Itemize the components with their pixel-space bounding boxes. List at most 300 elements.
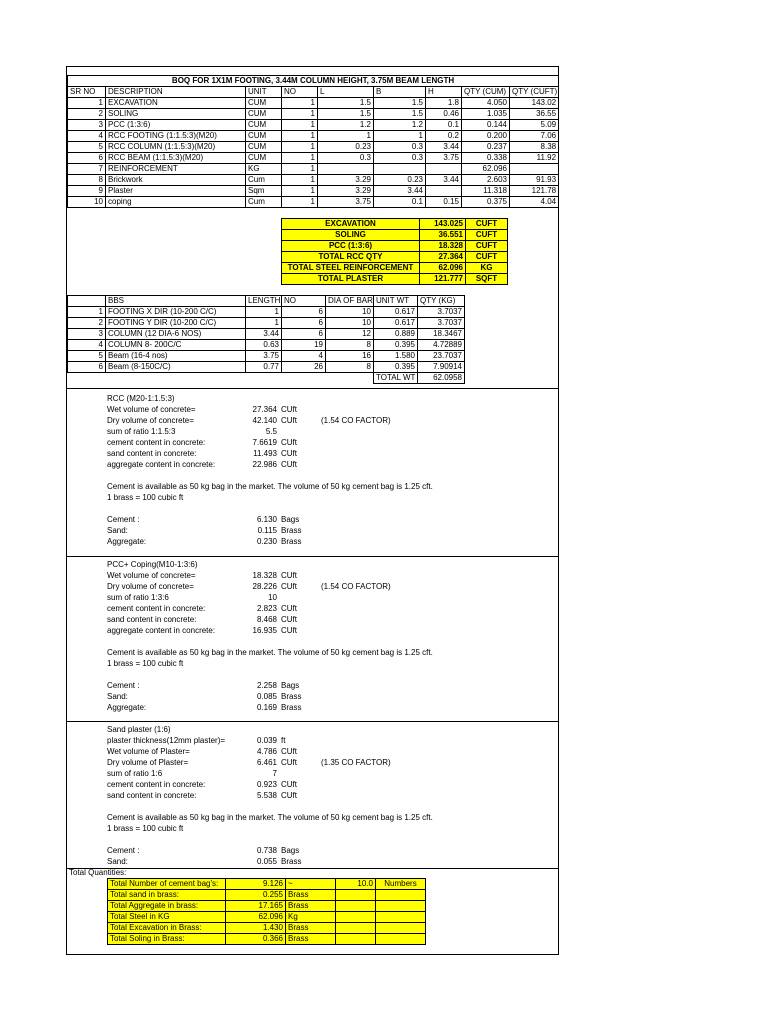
table-cell: [318, 164, 374, 175]
table-cell: 6: [68, 153, 106, 164]
table-cell: 62.096: [462, 164, 510, 175]
table-cell: 0.77: [246, 362, 282, 373]
totals-row: [108, 923, 426, 934]
bbs-row: [68, 340, 465, 351]
section-note: Cement is available as 50 kg bag in the market. The volume of 50 kg cement bag is 1.25 cft.: [107, 813, 433, 822]
table-cell: 1.5: [318, 98, 374, 109]
totals-row: [108, 934, 426, 945]
table-cell: Total Number of cement bag's:: [108, 879, 226, 890]
table-cell: 8: [326, 362, 374, 373]
table-cell: 0.200: [462, 131, 510, 142]
table-cell: 0.144: [462, 120, 510, 131]
calc-label: Wet volume of concrete=: [107, 571, 196, 580]
table-cell: 18.3467: [418, 329, 465, 340]
table-cell: 0.255: [226, 890, 286, 901]
table-cell: [376, 923, 426, 934]
table-cell: [426, 186, 462, 197]
table-cell: CUM: [246, 131, 282, 142]
table-cell: 1: [282, 197, 318, 208]
material-label: Aggregate:: [107, 537, 147, 546]
table-cell: FOOTING X DIR (10-200 C/C): [106, 307, 246, 318]
table-cell: 1: [318, 131, 374, 142]
material-value: 2.258: [256, 681, 277, 690]
calc-label: Dry volume of concrete=: [107, 582, 194, 591]
calc-unit: ft: [281, 736, 286, 745]
boq-row: [68, 164, 559, 175]
material-unit: Bags: [281, 681, 300, 690]
table-cell: 4: [68, 131, 106, 142]
section-note: 1 brass = 100 cubic ft: [107, 493, 184, 502]
table-cell: 1: [374, 131, 426, 142]
table-cell: 5.09: [510, 120, 559, 131]
table-cell: 121.78: [510, 186, 559, 197]
table-cell: 16: [326, 351, 374, 362]
material-label: Sand:: [107, 857, 128, 866]
table-cell: CUFT: [466, 219, 508, 230]
bbs-row: [68, 362, 465, 373]
table-cell: Total sand in brass:: [108, 890, 226, 901]
table-cell: 121.777: [420, 274, 466, 285]
summary-row: [282, 241, 508, 252]
calc-unit: CUft: [281, 438, 297, 447]
table-cell: 1: [246, 307, 282, 318]
section-note: 1 brass = 100 cubic ft: [107, 659, 184, 668]
table-cell: Brass: [286, 901, 336, 912]
col-header: DIA OF BAR: [326, 296, 374, 307]
material-unit: Bags: [281, 515, 300, 524]
calc-label: Dry volume of Plaster=: [107, 758, 189, 767]
calc-value: 6.461: [256, 758, 277, 767]
table-cell: 4.050: [462, 98, 510, 109]
totals-row: [108, 890, 426, 901]
material-value: 0.085: [256, 692, 277, 701]
table-cell: Total Aggregate in brass:: [108, 901, 226, 912]
col-header: L: [318, 87, 374, 98]
calc-label: sand content in concrete:: [107, 449, 197, 458]
calc-unit: CUft: [281, 416, 297, 425]
table-cell: 6: [282, 318, 326, 329]
boq-table: [67, 75, 559, 208]
table-cell: 3.75: [246, 351, 282, 362]
section-divider: [67, 388, 558, 389]
col-header: UNIT WT: [374, 296, 418, 307]
table-cell: EXCAVATION: [106, 98, 246, 109]
table-cell: 0.1: [426, 120, 462, 131]
table-cell: 91.93: [510, 175, 559, 186]
calc-label: cement content in concrete:: [107, 604, 206, 613]
table-cell: 8: [326, 340, 374, 351]
calc-value: 27.364: [252, 405, 277, 414]
table-cell: Brass: [286, 890, 336, 901]
calc-value: 18.328: [252, 571, 277, 580]
table-cell: Cum: [246, 197, 282, 208]
summary-row: [282, 263, 508, 274]
table-cell: 1.5: [374, 109, 426, 120]
calc-label: Dry volume of concrete=: [107, 416, 194, 425]
table-cell: [336, 923, 376, 934]
table-cell: [376, 901, 426, 912]
calc-label: cement content in concrete:: [107, 780, 206, 789]
table-cell: [336, 901, 376, 912]
calc-note: (1.54 CO FACTOR): [321, 416, 391, 425]
table-cell: 0.375: [462, 197, 510, 208]
col-header: DESCRIPTION: [106, 87, 246, 98]
table-cell: 9.126: [226, 879, 286, 890]
table-cell: 1: [246, 318, 282, 329]
calc-unit: CUft: [281, 582, 297, 591]
table-cell: 10: [326, 318, 374, 329]
table-cell: 1: [282, 98, 318, 109]
table-cell: 2: [68, 109, 106, 120]
table-cell: 1.580: [374, 351, 418, 362]
table-cell: KG: [466, 263, 508, 274]
calc-unit: CUft: [281, 405, 297, 414]
calc-unit: CUft: [281, 571, 297, 580]
calc-label: Wet volume of Plaster=: [107, 747, 190, 756]
table-cell: 19: [282, 340, 326, 351]
calc-label: plaster thickness(12mm plaster)=: [107, 736, 226, 745]
table-cell: REINFORCEMENT: [106, 164, 246, 175]
totals-row: [108, 901, 426, 912]
table-cell: 0.3: [374, 153, 426, 164]
boq-row: [68, 98, 559, 109]
table-cell: 1: [282, 131, 318, 142]
col-header: QTY (KG): [418, 296, 465, 307]
bbs-table: [67, 295, 465, 384]
col-header: B: [374, 87, 426, 98]
table-cell: 8.38: [510, 142, 559, 153]
material-value: 0.169: [256, 703, 277, 712]
table-cell: [336, 912, 376, 923]
table-cell: 17.165: [226, 901, 286, 912]
table-cell: 10.0: [336, 879, 376, 890]
table-cell: 0.237: [462, 142, 510, 153]
boq-sheet: [66, 66, 559, 955]
table-cell: 1.2: [318, 120, 374, 131]
table-cell: 62.096: [420, 263, 466, 274]
calc-unit: CUft: [281, 758, 297, 767]
boq-header-row: [68, 87, 559, 98]
calc-unit: CUft: [281, 780, 297, 789]
table-cell: [376, 934, 426, 945]
col-header: BBS: [106, 296, 246, 307]
calc-unit: CUft: [281, 460, 297, 469]
totals-row: [108, 879, 426, 890]
section-divider: [67, 868, 558, 869]
table-cell: 1.8: [426, 98, 462, 109]
boq-row: [68, 186, 559, 197]
table-cell: FOOTING Y DIR (10-200 C/C): [106, 318, 246, 329]
boq-row: [68, 131, 559, 142]
bbs-row: [68, 307, 465, 318]
col-header: NO: [282, 87, 318, 98]
boq-title: BOQ FOR 1X1M FOOTING, 3.44M COLUMN HEIGHT, 3.75M BEAM LENGTH: [68, 76, 559, 87]
table-cell: 1: [282, 186, 318, 197]
calc-label: sand content in concrete:: [107, 791, 197, 800]
table-cell: [336, 890, 376, 901]
table-cell: 3.44: [426, 142, 462, 153]
table-cell: 2.603: [462, 175, 510, 186]
section-divider: [67, 721, 558, 722]
table-cell: 7: [68, 164, 106, 175]
table-cell: 0.46: [426, 109, 462, 120]
table-cell: 0.2: [426, 131, 462, 142]
table-cell: COLUMN 8- 200C/C: [106, 340, 246, 351]
material-label: Cement :: [107, 515, 140, 524]
table-cell: 0.338: [462, 153, 510, 164]
table-cell: SOLING: [106, 109, 246, 120]
table-cell: 1: [68, 307, 106, 318]
bbs-total-label: TOTAL WT: [374, 373, 418, 384]
table-cell: 4.04: [510, 197, 559, 208]
table-cell: coping: [106, 197, 246, 208]
table-cell: 0.395: [374, 340, 418, 351]
material-unit: Brass: [281, 703, 302, 712]
totals-table: [107, 878, 426, 945]
table-cell: 36.55: [510, 109, 559, 120]
table-cell: COLUMN (12 DIA-6 NOS): [106, 329, 246, 340]
col-header: SR NO: [68, 87, 106, 98]
table-cell: 3.7037: [418, 307, 465, 318]
calc-label: sum of ratio 1:6: [107, 769, 163, 778]
material-unit: Brass: [281, 692, 302, 701]
table-cell: CUM: [246, 98, 282, 109]
table-cell: 7.06: [510, 131, 559, 142]
section-divider: [67, 556, 558, 557]
calc-value: 11.493: [253, 449, 277, 458]
table-cell: CUM: [246, 142, 282, 153]
material-value: 0.230: [256, 537, 277, 546]
table-cell: 1.5: [374, 98, 426, 109]
table-cell: Brass: [286, 934, 336, 945]
calc-label: cement content in concrete:: [107, 438, 206, 447]
calc-value: 10: [268, 593, 277, 602]
table-cell: RCC COLUMN (1:1.5:3)(M20): [106, 142, 246, 153]
calc-unit: CUft: [281, 626, 297, 635]
calc-label: aggregate content in concrete:: [107, 626, 216, 635]
calc-label: Wet volume of concrete=: [107, 405, 196, 414]
table-cell: [336, 934, 376, 945]
material-unit: Bags: [281, 846, 300, 855]
table-cell: 3.7037: [418, 318, 465, 329]
col-header: LENGTH: [246, 296, 282, 307]
boq-row: [68, 120, 559, 131]
table-cell: 0.366: [226, 934, 286, 945]
table-cell: 0.889: [374, 329, 418, 340]
table-cell: 1: [282, 142, 318, 153]
calc-note: (1.35 CO FACTOR): [321, 758, 391, 767]
calc-value: 2.823: [256, 604, 277, 613]
summary-row: [282, 252, 508, 263]
calc-value: 22.986: [252, 460, 277, 469]
table-cell: 27.364: [420, 252, 466, 263]
section-note: Cement is available as 50 kg bag in the market. The volume of 50 kg cement bag is 1.25 cft.: [107, 648, 433, 657]
table-cell: 4: [282, 351, 326, 362]
table-cell: 4.72889: [418, 340, 465, 351]
section-title: Sand plaster (1:6): [107, 725, 171, 734]
material-value: 0.738: [256, 846, 277, 855]
table-cell: Total Steel in KG: [108, 912, 226, 923]
calc-unit: CUft: [281, 604, 297, 613]
calc-value: 0.039: [256, 736, 277, 745]
col-header: UNIT: [246, 87, 282, 98]
calc-value: 5.5: [265, 427, 277, 436]
table-cell: 8: [68, 175, 106, 186]
section-title: PCC+ Coping(M10-1:3:6): [107, 560, 198, 569]
table-cell: Sqm: [246, 186, 282, 197]
table-cell: [510, 164, 559, 175]
material-label: Sand:: [107, 526, 128, 535]
table-cell: 12: [326, 329, 374, 340]
table-cell: Beam (8-150C/C): [106, 362, 246, 373]
table-cell: ~: [286, 879, 336, 890]
table-cell: Cum: [246, 175, 282, 186]
table-cell: 3.29: [318, 175, 374, 186]
table-cell: 1: [282, 175, 318, 186]
material-value: 0.115: [257, 526, 277, 535]
table-cell: CUM: [246, 120, 282, 131]
col-header: NO: [282, 296, 326, 307]
table-cell: 7.90914: [418, 362, 465, 373]
summary-row: [282, 230, 508, 241]
section-note: Cement is available as 50 kg bag in the market. The volume of 50 kg cement bag is 1.25 cft.: [107, 482, 433, 491]
table-cell: 1: [282, 164, 318, 175]
table-cell: 18.328: [420, 241, 466, 252]
table-cell: TOTAL STEEL REINFORCEMENT: [282, 263, 420, 274]
table-cell: 1.430: [226, 923, 286, 934]
table-cell: 10: [326, 307, 374, 318]
table-cell: 6: [282, 329, 326, 340]
table-cell: CUM: [246, 153, 282, 164]
table-cell: TOTAL PLASTER: [282, 274, 420, 285]
calc-value: 0.923: [256, 780, 277, 789]
table-cell: 1.5: [318, 109, 374, 120]
table-cell: 1: [282, 120, 318, 131]
table-cell: PCC (1:3:6): [282, 241, 420, 252]
table-cell: 26: [282, 362, 326, 373]
material-value: 0.055: [256, 857, 277, 866]
table-cell: 1.035: [462, 109, 510, 120]
table-cell: Total Excavation in Brass:: [108, 923, 226, 934]
calc-label: sum of ratio 1:3:6: [107, 593, 169, 602]
material-label: Aggregate:: [107, 703, 147, 712]
totals-row: [108, 912, 426, 923]
table-cell: 0.23: [318, 142, 374, 153]
table-cell: 0.15: [426, 197, 462, 208]
table-cell: 0.617: [374, 318, 418, 329]
section-note: 1 brass = 100 cubic ft: [107, 824, 184, 833]
table-cell: 0.395: [374, 362, 418, 373]
col-header: QTY (CUFT): [510, 87, 559, 98]
table-cell: CUFT: [466, 230, 508, 241]
calc-unit: CUft: [281, 747, 297, 756]
table-cell: PCC (1:3:6): [106, 120, 246, 131]
table-cell: [376, 890, 426, 901]
bbs-row: [68, 351, 465, 362]
boq-row: [68, 175, 559, 186]
table-cell: 36.551: [420, 230, 466, 241]
table-cell: 23.7037: [418, 351, 465, 362]
summary-table: [281, 218, 508, 285]
table-cell: EXCAVATION: [282, 219, 420, 230]
table-cell: 3.75: [318, 197, 374, 208]
material-unit: Brass: [281, 857, 302, 866]
table-cell: 3: [68, 329, 106, 340]
calc-value: 16.935: [252, 626, 277, 635]
boq-row: [68, 197, 559, 208]
bbs-total-value: 62.0958: [418, 373, 465, 384]
table-cell: Brickwork: [106, 175, 246, 186]
table-cell: 5: [68, 351, 106, 362]
table-cell: 9: [68, 186, 106, 197]
table-cell: 6: [68, 362, 106, 373]
table-cell: 3.29: [318, 186, 374, 197]
table-cell: CUFT: [466, 252, 508, 263]
table-cell: 3.44: [374, 186, 426, 197]
calc-note: (1.54 CO FACTOR): [321, 582, 391, 591]
table-cell: 11.92: [510, 153, 559, 164]
table-cell: CUFT: [466, 241, 508, 252]
calc-value: 8.468: [256, 615, 277, 624]
table-cell: SOLING: [282, 230, 420, 241]
table-cell: 143.025: [420, 219, 466, 230]
table-cell: TOTAL RCC QTY: [282, 252, 420, 263]
table-cell: 143.02: [510, 98, 559, 109]
table-cell: 1: [68, 98, 106, 109]
table-cell: 5: [68, 142, 106, 153]
table-cell: [426, 164, 462, 175]
table-cell: RCC BEAM (1:1.5:3)(M20): [106, 153, 246, 164]
material-value: 6.130: [256, 515, 277, 524]
calc-value: 28.226: [252, 582, 277, 591]
summary-row: [282, 274, 508, 285]
material-unit: Brass: [281, 526, 302, 535]
table-cell: 3.44: [246, 329, 282, 340]
table-cell: 3: [68, 120, 106, 131]
table-cell: 1: [282, 153, 318, 164]
table-cell: 0.1: [374, 197, 426, 208]
calc-label: aggregate content in concrete:: [107, 460, 216, 469]
col-header: [68, 296, 106, 307]
totals-heading: Total Quantities:: [69, 868, 127, 877]
material-label: Cement :: [107, 846, 140, 855]
table-cell: SQFT: [466, 274, 508, 285]
summary-row: [282, 219, 508, 230]
bbs-row: [68, 329, 465, 340]
table-cell: 0.23: [374, 175, 426, 186]
boq-row: [68, 142, 559, 153]
table-cell: 62.096: [226, 912, 286, 923]
material-label: Sand:: [107, 692, 128, 701]
table-cell: [376, 912, 426, 923]
col-header: H: [426, 87, 462, 98]
table-cell: Kg: [286, 912, 336, 923]
calc-value: 42.140: [252, 416, 277, 425]
table-cell: 0.3: [318, 153, 374, 164]
table-cell: 0.617: [374, 307, 418, 318]
table-cell: 4: [68, 340, 106, 351]
material-unit: Brass: [281, 537, 302, 546]
table-cell: 1: [282, 109, 318, 120]
material-label: Cement :: [107, 681, 140, 690]
table-cell: 0.3: [374, 142, 426, 153]
calc-value: 5.538: [256, 791, 277, 800]
table-cell: 0.63: [246, 340, 282, 351]
bbs-row: [68, 318, 465, 329]
table-cell: CUM: [246, 109, 282, 120]
table-cell: 6: [282, 307, 326, 318]
calc-unit: CUft: [281, 615, 297, 624]
